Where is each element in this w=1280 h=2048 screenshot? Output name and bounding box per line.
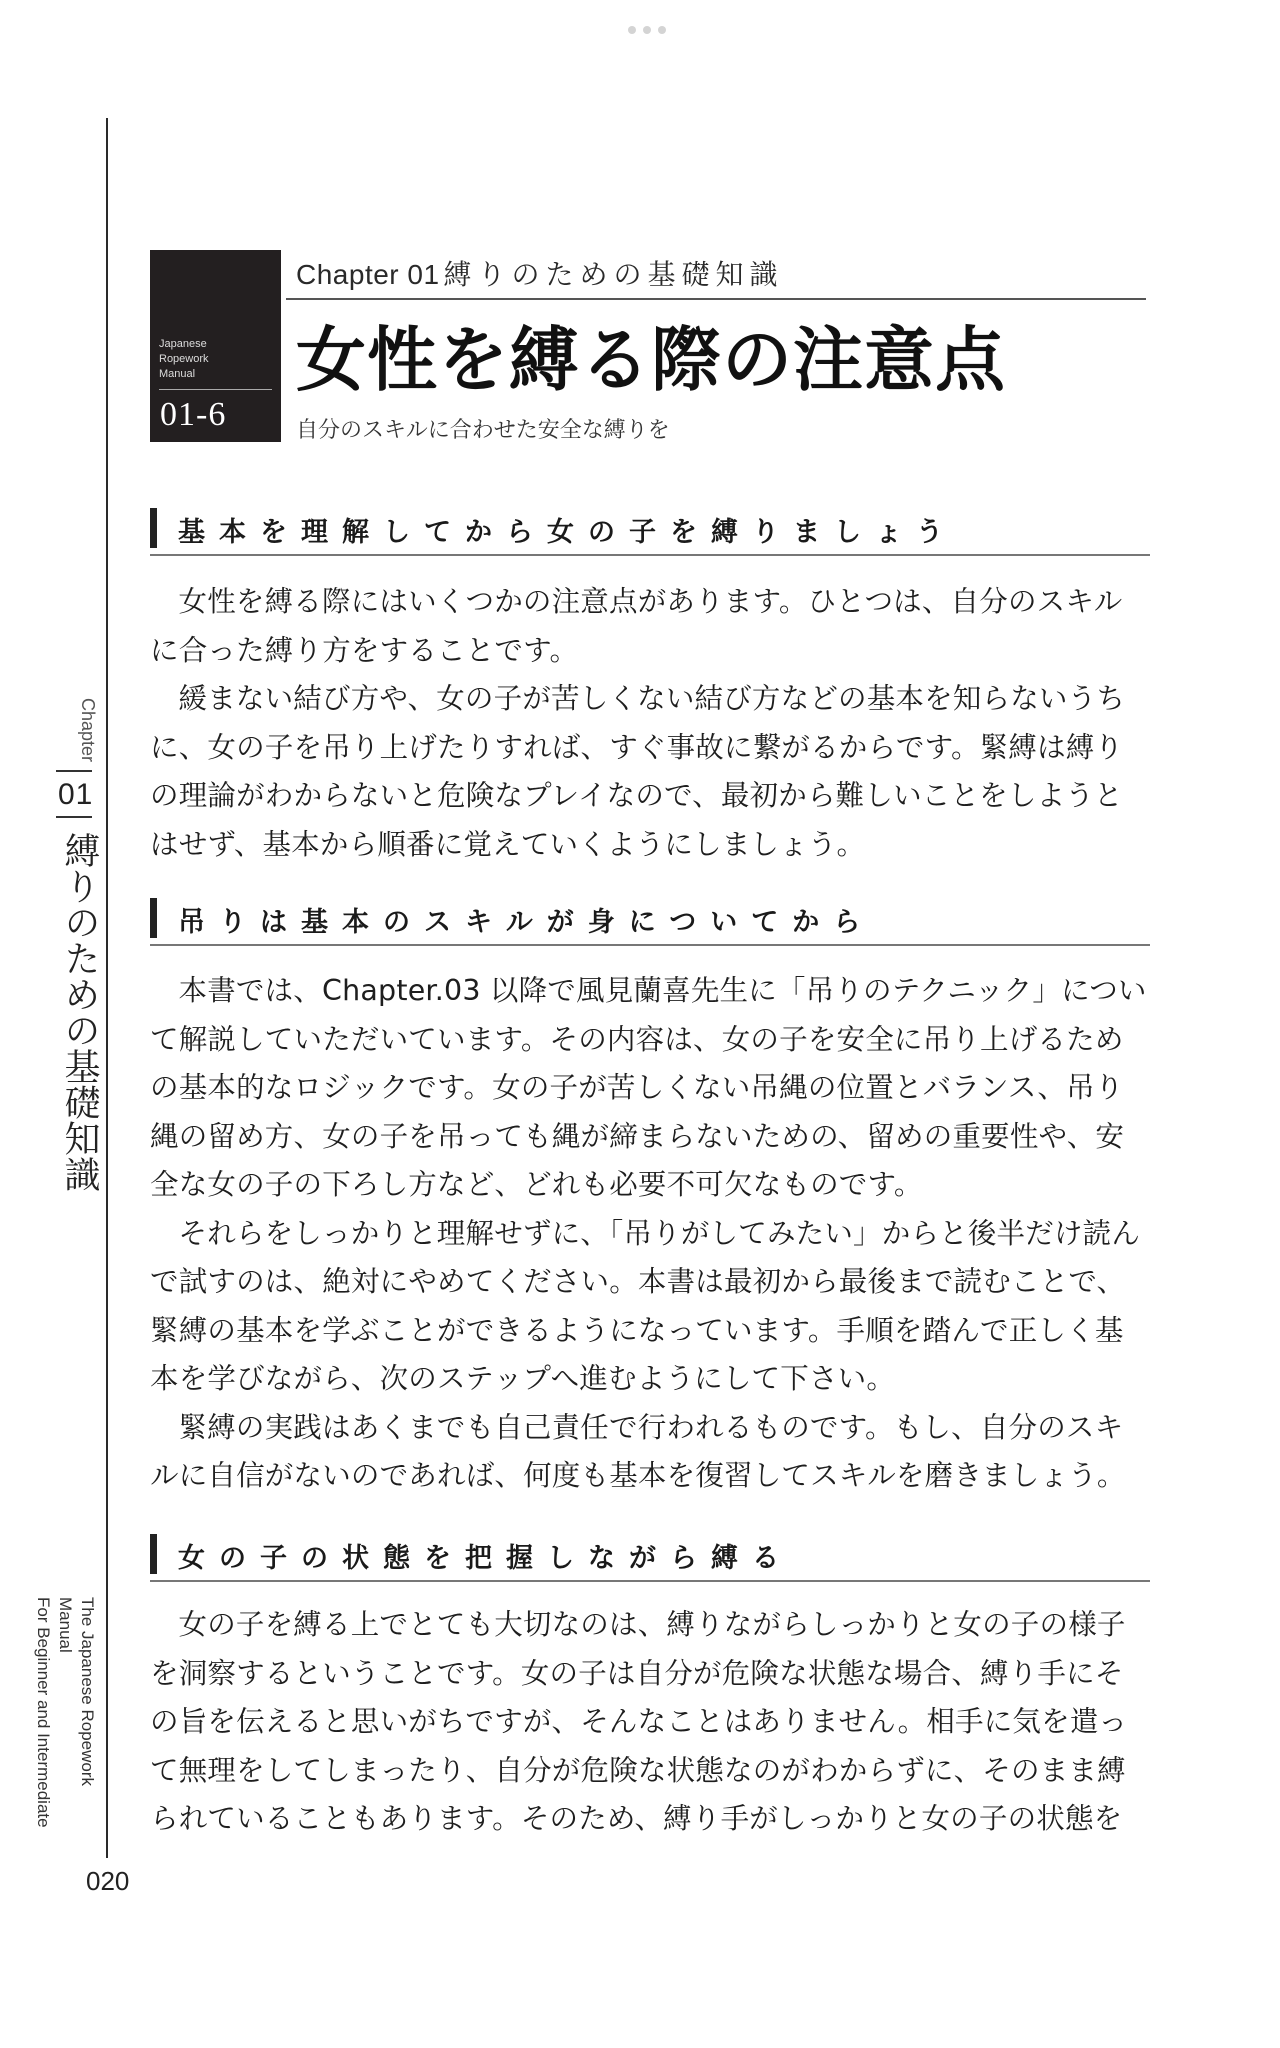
- section-heading-text: 基本を理解してから女の子を縛りましょう: [178, 517, 957, 548]
- paragraph: 緩まない結び方や、女の子が苦しくない結び方などの基本を知らないうちに、女の子を吊り上げたりすれば、すぐ事故に繋がるからです。緊縛は縛りの理論がわからないと危険なプレイなので、最初から難しいことをしようとはせず、基本から順番に覚えていくようにしましょう。: [150, 682, 1126, 861]
- side-book-title-line1: The Japanese Ropework Manual: [56, 1597, 97, 1787]
- side-book-title-line2: For Beginner and Intermediate: [34, 1597, 53, 1828]
- heading-bar: [150, 898, 157, 938]
- badge-line-1: Japanese: [159, 338, 207, 350]
- section-body-2: [150, 967, 1150, 1501]
- side-chapter-label: Chapter: [78, 698, 98, 763]
- page-title: 女性を縛る際の注意点: [296, 319, 1006, 401]
- badge-line-3: Manual: [159, 368, 196, 380]
- side-rule-bottom: [56, 816, 92, 818]
- section-badge: [150, 250, 281, 442]
- side-chapter-number: 01: [58, 778, 94, 811]
- badge-manual-text: [159, 337, 209, 382]
- chapter-title: 縛りのための基礎知識: [443, 258, 784, 291]
- badge-line-2: Ropework: [159, 353, 209, 365]
- paragraph: 女の子を縛る上でとても大切なのは、縛りながらしっかりと女の子の様子を洞察するということです。女の子は自分が危険な状態な場合、縛り手にその旨を伝えると思いがちですが、そんなことはありません。相手に気を遣って無理をしてしまったり、自分が危険な状態なのがわからずに、そのまま縛られていることもあります。そのため、縛り手がしっかりと女の子の状態を: [150, 1608, 1128, 1835]
- heading-rule: [150, 1580, 1150, 1582]
- page-indicator-dots: [628, 26, 666, 34]
- chapter-rule: [286, 298, 1146, 300]
- section-body-3: [150, 1601, 1150, 1844]
- paragraph: 女性を縛る際にはいくつかの注意点があります。ひとつは、自分のスキルに合った縛り方をすることです。: [150, 585, 1123, 667]
- paragraph: 本書では、Chapter.03 以降で風見蘭喜先生に「吊りのテクニック」について解説していただいています。その内容は、女の子を安全に吊り上げるための基本的なロジックです。女の子が苦しくない吊縄の位置とバランス、吊り縄の留め方、女の子を吊っても縄が締まらないための、留めの重要性や、安全な女の子の下ろし方など、どれも必要不可欠なものです。: [150, 974, 1147, 1201]
- chapter-label: Chapter 01: [296, 259, 440, 290]
- section-heading-text: 女の子の状態を把握しながら縛る: [178, 1543, 793, 1574]
- margin-rule: [106, 118, 108, 1858]
- paragraph: 緊縛の実践はあくまでも自己責任で行われるものです。もし、自分のスキルに自信がないのであれば、何度も基本を復習してスキルを磨きましょう。: [150, 1410, 1126, 1492]
- heading-bar: [150, 508, 157, 548]
- page-subtitle: 自分のスキルに合わせた安全な縛りを: [296, 418, 670, 443]
- side-chapter-title: 縛りのための基礎知識: [59, 832, 100, 1192]
- heading-rule: [150, 944, 1150, 946]
- heading-bar: [150, 1534, 157, 1574]
- paragraph: それらをしっかりと理解せずに、「吊りがしてみたい」からと後半だけ読んで試すのは、絶対にやめてください。本書は最初から最後まで読むことで、緊縛の基本を学ぶことができるようになっています。手順を踏んで正しく基本を学びながら、次のステップへ進むようにして下さい。: [150, 1216, 1141, 1395]
- section-heading-text: 吊りは基本のスキルが身についてから: [178, 907, 875, 938]
- badge-rule: [159, 389, 272, 390]
- section-body-1: [150, 578, 1150, 869]
- chapter-header: [296, 253, 784, 293]
- side-rule-top: [56, 770, 92, 772]
- section-number: 01-6: [160, 396, 227, 433]
- side-book-title: [34, 1597, 98, 1837]
- heading-rule: [150, 554, 1150, 556]
- page-number: 020: [86, 1866, 130, 1896]
